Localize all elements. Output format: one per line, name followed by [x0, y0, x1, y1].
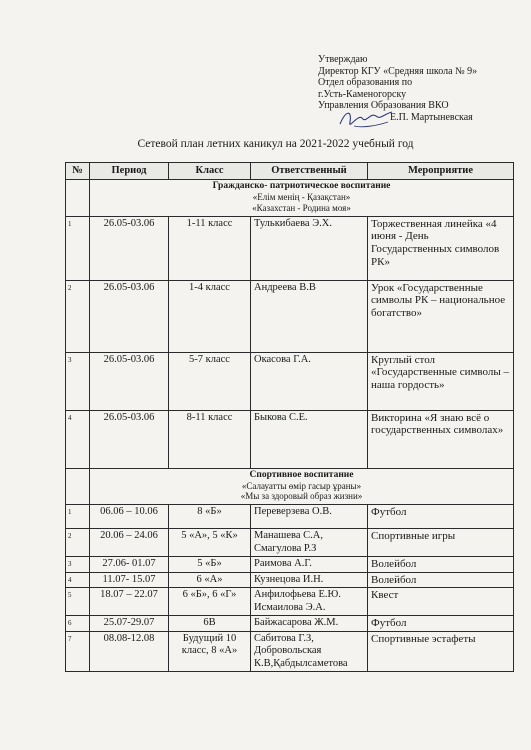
section-row: [66, 180, 514, 216]
cell-event: Спортивные игры: [368, 529, 514, 557]
cell-num: 2: [66, 280, 90, 352]
cell-period: 20.06 – 24.06: [90, 529, 169, 557]
table-row: [66, 572, 514, 588]
cell-responsible: Сабитова Г.З, Добровольская К.В,Қабдылсаметова: [251, 631, 368, 671]
section-motto: «Салауатты өмір гасыр ұраны»: [241, 480, 362, 491]
col-header-event: Мероприятие: [368, 163, 514, 180]
table-row: [66, 352, 514, 410]
approval-line: Отдел образования по: [318, 77, 413, 89]
cell-responsible: Анфилофьева Е.Ю. Исмаилова Э.А.: [251, 588, 368, 616]
cell-class: 8 «Б»: [169, 505, 251, 529]
col-header-class: Класс: [169, 163, 251, 180]
cell-period: 08.08-12.08: [90, 631, 169, 671]
cell-class: 6В: [169, 616, 251, 632]
cell-num: 6: [66, 616, 90, 632]
col-header-period: Период: [90, 163, 169, 180]
section-header: [90, 180, 514, 216]
cell-period: 26.05-03.06: [90, 352, 169, 410]
cell-event: Урок «Государственные символы РК – национальное богатство»: [368, 280, 514, 352]
section-motto: «Елім менің - Қазақстан»: [252, 192, 351, 203]
col-header-num: №: [66, 163, 90, 180]
table-row: [66, 616, 514, 632]
section-title: Спортивное воспитание: [249, 469, 354, 480]
signature-scribble: [336, 106, 396, 132]
section-title: Гражданско- патриотическое воспитание: [212, 181, 391, 192]
table-row: [66, 505, 514, 529]
cell-class: 5 «А», 5 «К»: [169, 529, 251, 557]
section-header: [90, 468, 514, 504]
approval-signatory: Е.П. Мартыневская: [390, 111, 473, 123]
cell-class: 5-7 класс: [169, 352, 251, 410]
cell-class: 1-11 класс: [169, 216, 251, 280]
approval-line: Управления Образования ВКО: [318, 100, 449, 112]
cell-num: 3: [66, 352, 90, 410]
cell-responsible: Быкова С.Е.: [251, 410, 368, 468]
cell-event: Волейбол: [368, 557, 514, 573]
cell-class: 8-11 класс: [169, 410, 251, 468]
cell-responsible: Кузнецова И.Н.: [251, 572, 368, 588]
cell-event: Спортивные эстафеты: [368, 631, 514, 671]
cell-period: 26.05-03.06: [90, 216, 169, 280]
cell-period: 11.07- 15.07: [90, 572, 169, 588]
cell-responsible: Андреева В.В: [251, 280, 368, 352]
cell-responsible: Тулькибаева Э.Х.: [251, 216, 368, 280]
cell-num: 4: [66, 572, 90, 588]
cell-responsible: Раимова А.Г.: [251, 557, 368, 573]
cell-num: 7: [66, 631, 90, 671]
table-row: [66, 557, 514, 573]
cell-period: 27.06- 01.07: [90, 557, 169, 573]
approval-line: Директор КГУ «Средняя школа № 9»: [318, 65, 478, 77]
section-motto: «Казахстан - Родина моя»: [252, 203, 351, 213]
cell-event: Квест: [368, 588, 514, 616]
approval-line: г.Усть-Каменогорску: [318, 88, 407, 100]
cell-period: 25.07-29.07: [90, 616, 169, 632]
cell-event: Футбол: [368, 505, 514, 529]
cell-num: 4: [66, 410, 90, 468]
cell-period: 26.05-03.06: [90, 280, 169, 352]
cell-class: 6 «Б», 6 «Г»: [169, 588, 251, 616]
table-header-row: [66, 163, 514, 180]
cell-responsible: Байжасарова Ж.М.: [251, 616, 368, 632]
table-row: [66, 410, 514, 468]
cell-num: 1: [66, 505, 90, 529]
section-motto: «Мы за здоровый образ жизни»: [240, 491, 363, 502]
table-row: [66, 216, 514, 280]
cell-period: 18.07 – 22.07: [90, 588, 169, 616]
cell-num: 2: [66, 529, 90, 557]
cell-event: Футбол: [368, 616, 514, 632]
cell-class: 5 «Б»: [169, 557, 251, 573]
cell-event: Волейбол: [368, 572, 514, 588]
col-header-responsible: Ответственный: [251, 163, 368, 180]
cell-class: Будущий 10 класс, 8 «А»: [169, 631, 251, 671]
table-row: [66, 631, 514, 671]
cell-event: Круглый стол «Государственные символы – наша гордость»: [368, 352, 514, 410]
plan-table: [65, 162, 514, 672]
cell-class: 1-4 класс: [169, 280, 251, 352]
cell-responsible: Окасова Г.А.: [251, 352, 368, 410]
cell-class: 6 «А»: [169, 572, 251, 588]
cell-num: 3: [66, 557, 90, 573]
page-title: Сетевой план летних каникул на 2021-2022 учебный год: [137, 138, 414, 150]
cell-responsible: Манашева С.А, Смагулова Р.З: [251, 529, 368, 557]
table-row: [66, 529, 514, 557]
table-row: [66, 588, 514, 616]
cell-period: 26.05-03.06: [90, 410, 169, 468]
cell-event: Торжественная линейка «4 июня - День Государственных символов РК»: [368, 216, 514, 280]
cell-period: 06.06 – 10.06: [90, 505, 169, 529]
section-row: [66, 468, 514, 504]
approval-line: Утверждаю: [318, 54, 368, 65]
cell-num: 5: [66, 588, 90, 616]
cell-num: 1: [66, 216, 90, 280]
cell-responsible: Переверзева О.В.: [251, 505, 368, 529]
table-row: [66, 280, 514, 352]
cell-event: Викторина «Я знаю всё о государственных символах»: [368, 410, 514, 468]
